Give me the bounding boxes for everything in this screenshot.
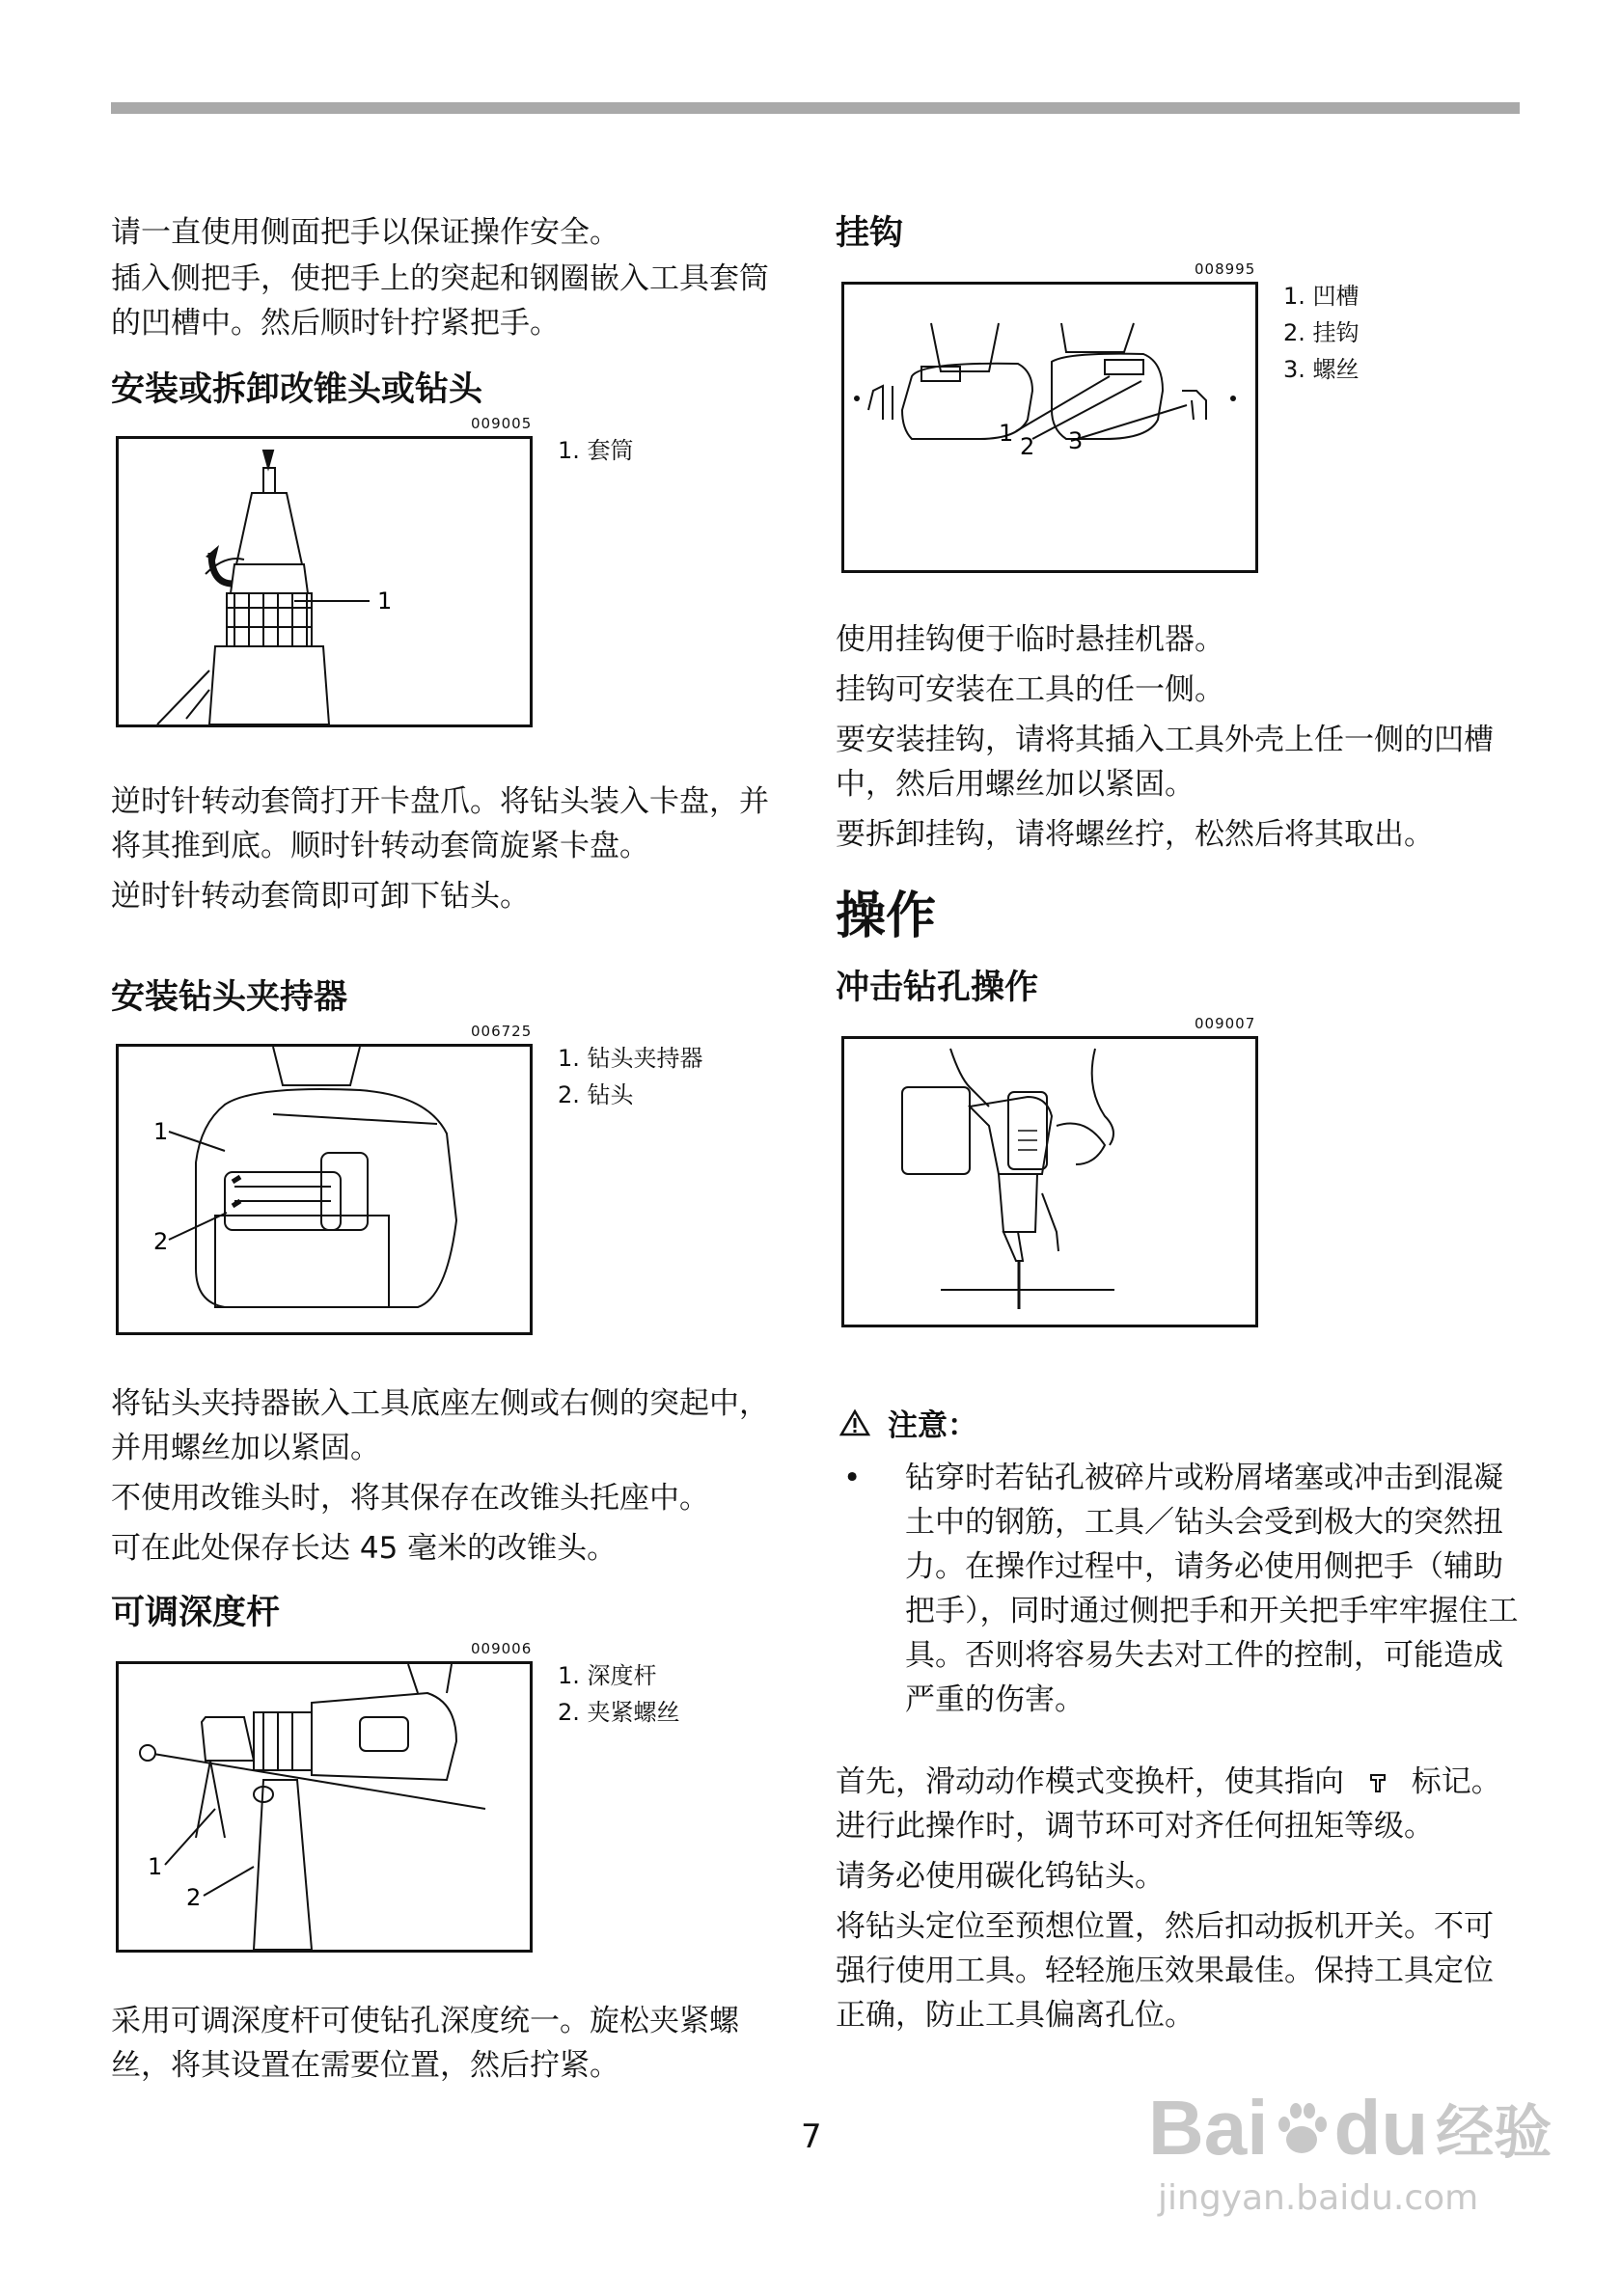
legend-item: 1. 深度杆 [558, 1662, 657, 1689]
paragraph-chuck-open: 逆时针转动套筒打开卡盘爪。将钻头装入卡盘，并将其推到底。顺时针转动套筒旋紧卡盘。 [111, 784, 769, 863]
depth-rod-illustration [119, 1664, 530, 1950]
figure-code: 009007 [1195, 1015, 1256, 1032]
legend-item: 1. 凹槽 [1283, 283, 1360, 310]
paragraph-holder-length: 可在此处保存长达 45 毫米的改锥头。 [111, 1531, 618, 1566]
heading-install-bits: 安装或拆卸改锥头或钻头 [111, 370, 483, 409]
callout-2: 2 [1020, 433, 1035, 460]
figure-bit-holder-legend [558, 1040, 703, 1113]
paragraph-carbide-bit: 请务必使用碳化钨钻头。 [836, 1859, 1165, 1894]
hook-illustration [844, 285, 1255, 570]
paragraph-depth-rod: 采用可调深度杆可使钻孔深度统一。旋松夹紧螺丝，将其设置在需要位置，然后拧紧。 [111, 2004, 739, 2083]
figure-code: 009005 [471, 415, 533, 432]
figure-code: 008995 [1195, 260, 1256, 278]
legend-item: 3. 螺丝 [1283, 356, 1360, 383]
watermark-brand-2: du [1333, 2085, 1429, 2171]
paragraph-side-handle: 请一直使用侧面把手以保证操作安全。 [111, 215, 619, 250]
figure-hook-legend [1283, 278, 1360, 388]
figure-sleeve-legend [558, 432, 634, 469]
paragraph-remove-bit: 逆时针转动套筒即可卸下钻头。 [111, 879, 530, 914]
legend-item: 2. 夹紧螺丝 [558, 1699, 680, 1726]
hammer-mode-icon [1367, 1772, 1388, 1795]
watermark [1148, 2084, 1553, 2277]
left-depth-text [111, 1999, 796, 2088]
callout-3: 3 [1068, 427, 1084, 454]
paragraph-mode-lever-a: 首先，滑动动作模式变换杆，使其指向 [836, 1764, 1344, 1799]
watermark-brand: Bai [1148, 2085, 1269, 2171]
heading-operation: 操作 [836, 888, 937, 945]
paragraph-hook-use: 使用挂钩便于临时悬挂机器。 [836, 622, 1224, 657]
paragraph-holder-store: 不使用改锥头时，将其保存在改锥头托座中。 [111, 1481, 709, 1516]
figure-code: 009006 [471, 1640, 533, 1657]
paragraph-insert-handle: 插入侧把手，使把手上的突起和钢圈嵌入工具套筒的凹槽中。然后顺时针拧紧把手。 [111, 261, 769, 341]
watermark-cn: 经验 [1436, 2099, 1552, 2167]
callout-1: 1 [153, 1118, 169, 1145]
bullet-dot: • [843, 1461, 862, 1495]
figure-bit-holder [116, 1044, 533, 1335]
heading-bit-holder: 安装钻头夹持器 [111, 978, 348, 1017]
page-number: 7 [801, 2118, 822, 2156]
legend-item: 1. 套筒 [558, 437, 634, 464]
paragraph-mode-lever [836, 1760, 1521, 1848]
drill-chuck-illustration [119, 439, 530, 724]
callout-1: 1 [377, 588, 393, 615]
paragraph-mode-lever-b: 标记。进行此操作时，调节环可对齐任何扭矩等级。 [836, 1764, 1501, 1844]
heading-hook: 挂钩 [836, 214, 904, 253]
left-intro [111, 210, 796, 345]
watermark-url: jingyan.baidu.com [1158, 2178, 1479, 2218]
paw-logo-icon [1273, 2097, 1331, 2159]
heading-depth-rod: 可调深度杆 [111, 1594, 281, 1632]
right-operation-text [836, 1760, 1521, 2037]
hammer-drilling-illustration [844, 1039, 1255, 1325]
figure-hook [841, 282, 1258, 573]
callout-2: 2 [186, 1884, 202, 1911]
warning-triangle-icon [839, 1408, 870, 1437]
figure-hammer-drilling [841, 1036, 1258, 1327]
paragraph-hook-install: 要安装挂钩，请将其插入工具外壳上任一侧的凹槽中，然后用螺丝加以紧固。 [836, 723, 1494, 802]
paragraph-hook-side: 挂钩可安装在工具的任一侧。 [836, 672, 1224, 707]
heading-hammer-drilling: 冲击钻孔操作 [836, 969, 1039, 1007]
caution-block [839, 1401, 1525, 1722]
figure-depth-rod [116, 1661, 533, 1953]
legend-item: 2. 挂钩 [1283, 319, 1360, 346]
header-rule [111, 102, 1520, 114]
figure-depth-rod-legend [558, 1657, 680, 1731]
left-chuck-text [111, 779, 796, 918]
caution-title: 注意： [888, 1408, 977, 1443]
paragraph-hook-remove: 要拆卸挂钩，请将螺丝拧，松然后将其取出。 [836, 817, 1434, 852]
paragraph-positioning: 将钻头定位至预想位置，然后扣动扳机开关。不可强行使用工具。轻轻施压效果最佳。保持工具定位正确，防止工具偏离孔位。 [836, 1909, 1494, 2033]
bit-holder-illustration [119, 1047, 530, 1332]
callout-1: 1 [999, 420, 1014, 447]
callout-1: 1 [148, 1853, 163, 1880]
caution-text: 钻穿时若钻孔被碎片或粉屑堵塞或冲击到混凝土中的钢筋，工具／钻头会受到极大的突然扭力。在操作过程中，请务必使用侧把手（辅助把手），同时通过侧把手和开关把手牢牢握住工具。否则将容易失去对工件的控制，可能造成严重的伤害。 [905, 1461, 1519, 1717]
figure-sleeve [116, 436, 533, 727]
callout-2: 2 [153, 1228, 169, 1255]
figure-code: 006725 [471, 1023, 533, 1040]
left-holder-text [111, 1381, 796, 1571]
paragraph-holder-install: 将钻头夹持器嵌入工具底座左侧或右侧的突起中，并用螺丝加以紧固。 [111, 1386, 769, 1465]
legend-item: 1. 钻头夹持器 [558, 1045, 703, 1072]
legend-item: 2. 钻头 [558, 1081, 634, 1108]
right-hook-text [836, 617, 1521, 857]
